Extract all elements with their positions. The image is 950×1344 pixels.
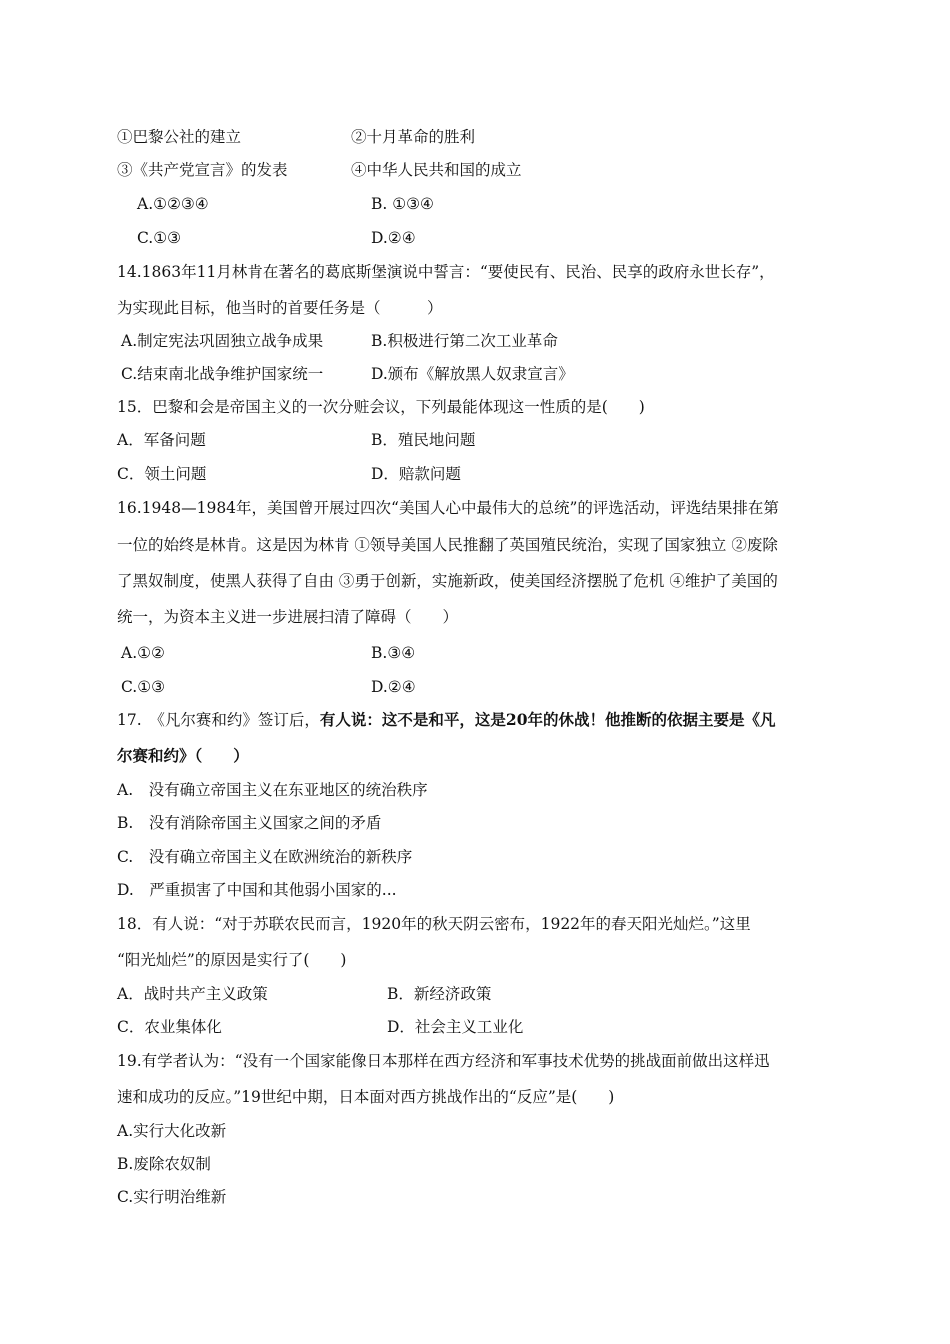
q14-option-c: C.结束南北战争维护国家统一 [121,365,324,383]
q13-item-2: ②十月革命的胜利 [351,128,476,146]
q17-option-d: D. 严重损害了中国和其他弱小国家的... [117,881,397,899]
q16-option-c: C.①③ [121,678,166,696]
q15-option-a: A．军备问题 [117,431,206,449]
q18-option-a: A．战时共产主义政策 [117,985,268,1003]
q16-option-a: A.①② [121,644,165,662]
q18-option-b: B．新经济政策 [387,985,492,1003]
q16-stem-line3: 了黑奴制度，使黑人获得了自由 ③勇于创新，实施新政，使美国经济摆脱了危机 ④维护了美国的 [117,572,778,590]
q17-stem-prefix: 17. 《凡尔赛和约》签订后， [117,711,320,729]
q19-option-a: A.实行大化改新 [117,1122,227,1140]
q13-item-4: ④中华人民共和国的成立 [351,161,522,179]
q17-stem-bold: 有人说：这不是和平，这是20年的休战！他推断的依据主要是《凡 [319,710,776,729]
q16-stem-line4: 统一，为资本主义进一步进展扫清了障碍（ ） [117,608,459,626]
q14-option-a: A.制定宪法巩固独立战争成果 [121,332,324,350]
q17-option-b: B. 没有消除帝国主义国家之间的矛盾 [117,814,382,832]
q15-stem: 15．巴黎和会是帝国主义的一次分赃会议，下列最能体现这一性质的是( ) [117,398,645,416]
q18-stem-line1: 18．有人说：“对于苏联农民而言，1920年的秋天阴云密布，1922年的春天阳光灿烂。”这里 [117,915,751,933]
q15-option-b: B．殖民地问题 [371,431,476,449]
q14-option-b: B.积极进行第二次工业革命 [371,332,558,350]
q17-stem-line2: 尔赛和约》（ ） [117,746,249,765]
q18-option-c: C．农业集体化 [117,1018,222,1036]
q15-option-c: C．领土问题 [117,465,207,483]
q18-option-d: D．社会主义工业化 [387,1018,524,1036]
q14-stem-line1: 14.1863年11月林肯在著名的葛底斯堡演说中誓言：“要使民有、民治、民享的政府永世长存”， [117,263,775,281]
q17-stem-line1 [117,710,775,730]
q16-option-b: B.③④ [371,644,416,662]
q14-option-d: D.颁布《解放黑人奴隶宣言》 [371,365,574,383]
q19-option-c: C.实行明治维新 [117,1188,227,1206]
q13-item-3: ③《共产党宣言》的发表 [117,161,288,179]
q13-option-c: C.①③ [137,229,182,247]
q13-option-a: A.①②③④ [137,195,209,213]
q13-option-d: D.②④ [371,229,416,247]
q18-stem-line2: “阳光灿烂”的原因是实行了( ) [117,951,347,969]
q17-option-a: A. 没有确立帝国主义在东亚地区的统治秩序 [117,781,428,799]
q13-option-b: B. ①③④ [371,195,434,213]
q15-option-d: D．赔款问题 [371,465,461,483]
q19-option-b: B.废除农奴制 [117,1155,211,1173]
q19-stem-line2: 速和成功的反应。”19世纪中期，日本面对西方挑战作出的“反应”是( ) [117,1088,615,1106]
q17-option-c: C. 没有确立帝国主义在欧洲统治的新秩序 [117,848,413,866]
q16-stem-line1: 16.1948—1984年，美国曾开展过四次“美国人心中最伟大的总统”的评选活动，评选结果排在第 [117,499,779,517]
q16-option-d: D.②④ [371,678,416,696]
q14-stem-line2: 为实现此目标，他当时的首要任务是（ ） [117,299,443,317]
q16-stem-line2: 一位的始终是林肯。这是因为林肯 ①领导美国人民推翻了英国殖民统治，实现了国家独立 ②废除 [117,536,778,554]
q19-stem-line1: 19.有学者认为：“没有一个国家能像日本那样在西方经济和军事技术优势的挑战面前做出这样迅 [117,1052,770,1070]
q13-item-1: ①巴黎公社的建立 [117,128,242,146]
